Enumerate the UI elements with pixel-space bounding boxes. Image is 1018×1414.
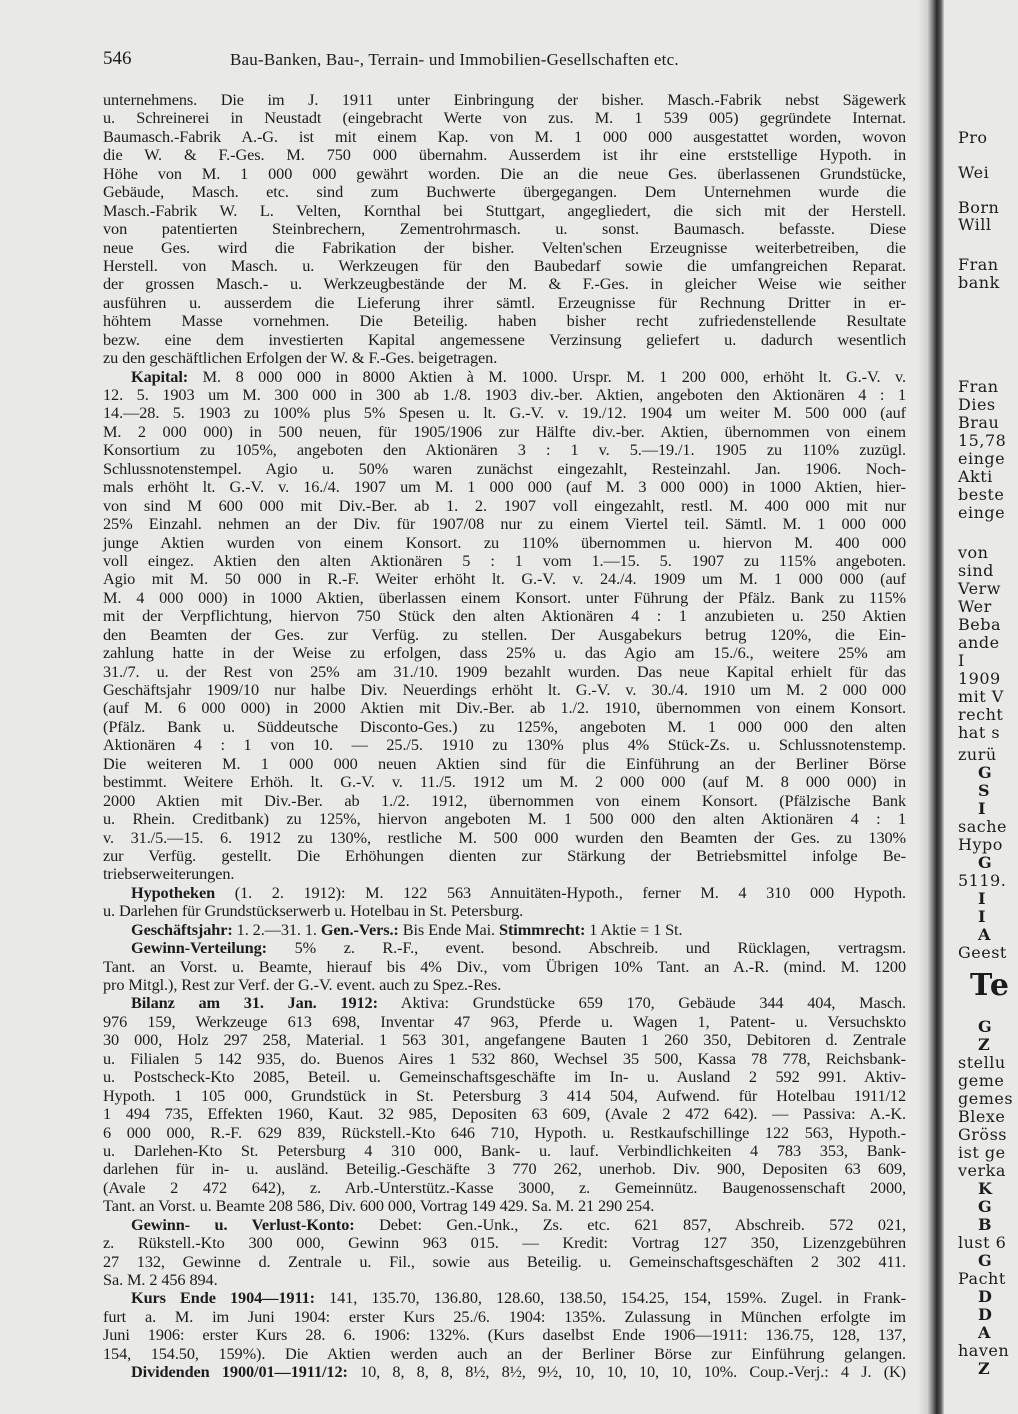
text-line (103, 165, 906, 183)
fragment-text: D (978, 1287, 993, 1306)
section-label: Gewinn-Verteilung: (131, 938, 267, 958)
facing-page-fragment (958, 0, 1018, 1414)
text-run: Geschäftsjahr 1909/10 nur halbe Div. Neuerdings erhöht lt. G.-V. v. 30./4. 1910 um M. 2 000 000 (103, 680, 906, 699)
text-line (103, 109, 906, 127)
text-line (103, 958, 906, 976)
fragment-text: bank (958, 273, 1000, 292)
text-run: 154, 154.50, 159%). Die Aktien werden auch an der Berliner Börse zur Einführung gelangen. (103, 1343, 906, 1363)
text-run: junge Aktien wurden von einem Konsort. zu 110% übernommen u. hiervon M. 400 000 (103, 532, 906, 552)
text-line (103, 1013, 906, 1031)
text-run: Hypoth. 1 105 000, Grundstück in St. Petersburg 3 414 504, Aufwend. für Hotelbau 1911/12 (103, 1085, 906, 1105)
fragment-text: stellu (958, 1053, 1006, 1072)
text-line (103, 441, 906, 459)
fragment-text: S (978, 781, 991, 800)
text-run: Schlussnotenstempel. Agio u. 50% waren zunächst eingezahlt, Resteinzahl. Jan. 1906. Noch- (103, 458, 906, 478)
fragment-text: sind (958, 561, 994, 580)
text-run: z. Rükstell.-Kto 300 000, Gewinn 963 015. — Kredit: Vortrag 127 350, Lizenzgebühren (103, 1233, 906, 1253)
fragment-text: Pro (958, 128, 988, 147)
fragment-text: Born (958, 198, 1000, 217)
text-line (103, 239, 906, 257)
text-run: mit der Verpflichtung, hiervon 750 Stück den alten Aktionären 4 : 1 anzubieten u. 250 Aktien (103, 606, 906, 626)
fragment-text: Pacht (958, 1269, 1006, 1288)
text-line (103, 644, 906, 662)
fragment-text: gemes (958, 1089, 1014, 1108)
fragment-text: sache (958, 817, 1007, 836)
text-line (103, 423, 906, 441)
text-run: 6 000 000, R.-F. 629 839, Rückstell.-Kto 646 710, Hypoth. u. Restkaufschillinge 122 563, Hypoth.- (103, 1122, 906, 1142)
fragment-text: einge (958, 449, 1006, 468)
text-run: den Beamten der Ges. zur Verfüg. zu stellen. Der Ausgabekurs betrug 120%, die Ein- (103, 624, 906, 644)
text-line (103, 534, 906, 552)
paragraph-heading-line (103, 368, 906, 386)
text-line (103, 1308, 906, 1326)
section-label: Gewinn- u. Verlust-Konto: (131, 1214, 355, 1234)
text-run: u. Filialen 5 142 935, do. Buenos Aires 1 532 860, Wechsel 35 500, Kassa 78 778, Reichsbank- (103, 1048, 906, 1068)
fragment-text: Brau (958, 413, 1000, 432)
paragraph-heading-line (103, 994, 906, 1012)
fragment-text: 15,78 (958, 431, 1007, 450)
fragment-text: von (958, 543, 989, 562)
text-line (103, 331, 906, 349)
text-run: 1 494 735, Effekten 1960, Kaut. 32 985, Depositen 63 609, (Avale 2 472 642). — Passiva: A.-K. (103, 1104, 906, 1124)
text-run: voll eingez. Aktien den alten Aktionären 5 : 1 vom 1.—15. 5. 1907 zu 115% angeboten. (103, 550, 906, 570)
fragment-text: ande (958, 633, 1000, 652)
text-line (103, 847, 906, 865)
section-label: Kapital: (131, 366, 189, 386)
text-line (103, 663, 906, 681)
fragment-text: G (978, 1197, 993, 1216)
text-run: neue Ges. wird die Fabrikation der bisher. Velten'schen Erzeugnisse weiterbetreiben, die (103, 237, 906, 257)
text-line (103, 294, 906, 312)
fragment-text: Wei (958, 163, 990, 182)
text-run: die W. & F.-Ges. M. 750 000 übernahm. Ausserdem ist ihr eine erststellige Hypoth. in (103, 145, 906, 165)
text-run: Tant. an Vorst. u. Beamte 208 586, Div. 600 000, Vortrag 149 429. Sa. M. 21 290 254. (103, 1196, 655, 1216)
fragment-text: Beba (958, 615, 1002, 634)
text-run: 1 Aktie = 1 St. (585, 919, 683, 939)
text-line (103, 1326, 906, 1344)
text-run: 1. 2.—31. 1. (232, 919, 321, 939)
text-run: der grossen Masch.- u. Werkzeugbestände der M. & F.-Ges. in gleicher Weise wie seither (103, 274, 906, 294)
text-run: v. 31./5.—15. 6. 1912 zu 130%, restliche M. 500 000 wurden den Beamten der Ges. zu 130% (103, 827, 906, 847)
text-line (103, 976, 906, 994)
fragment-text: Fran (958, 255, 999, 274)
text-run: (Avale 2 472 642), z. Arb.-Unterstütz.-Kasse 3000, z. Gemeinnütz. Baugenossenschaft 2000, (103, 1177, 906, 1197)
section-label: Dividenden 1900/01—1911/12: (131, 1362, 348, 1382)
text-run: M. 8 000 000 in 8000 Aktien à M. 1000. Urspr. M. 1 200 000, erhöht lt. G.-V. v. (188, 366, 906, 386)
fragment-text: Hypo (958, 835, 1003, 854)
text-run: bezw. eine dem investierten Kapital angemessene Verzinsung geliefert u. dadurch wesentlich (103, 329, 906, 349)
main-text-column (103, 91, 906, 1382)
text-line (103, 773, 906, 791)
fragment-text: Te (970, 968, 1010, 1003)
text-line (103, 1087, 906, 1105)
text-run: von patentierten Steinbrechern, Zementrohrmasch. u. sonst. Baumasch. befasste. Diese (103, 219, 906, 239)
text-run: 141, 135.70, 136.80, 128.60, 138.50, 154.25, 154, 159%. Zugel. in Frank- (314, 1288, 906, 1308)
fragment-text: Gröss (958, 1125, 1007, 1144)
fragment-text: Dies (958, 395, 996, 414)
fragment-text: verka (958, 1161, 1006, 1180)
text-run: (auf M. 6 000 000) in 2000 Aktien mit Div.-Ber. ab 1./2. 1910, übernommen von einem Konsort. (103, 698, 906, 718)
paragraph-heading-line (103, 1363, 906, 1381)
text-run: u. Rhein. Creditbank) zu 125%, hiervon angeboten M. 1 500 000 den alten Aktionären 4 : 1 (103, 809, 906, 829)
text-line (103, 404, 906, 422)
text-run: Baumasch.-Fabrik A.-G. ist mit einem Kap. von M. 1 000 000 ausgestattet worden, wovon (103, 126, 906, 146)
text-run: ausführen u. ausserdem die Lieferung ihrer sämtl. Erzeugnisse für Rechnung Dritter in er- (103, 292, 906, 312)
text-run: Juni 1906: erster Kurs 28. 6. 1906: 132%. (Kurs daselbst Ende 1906—1911: 136.75, 128, 137, (103, 1325, 906, 1345)
text-run: Höhe von M. 1 000 000 gewährt worden. Die an die neue Ges. überlassenen Grundstücke, (103, 163, 906, 183)
text-line (103, 1105, 906, 1123)
text-line (103, 902, 906, 920)
text-line (103, 202, 906, 220)
text-line (103, 865, 906, 883)
text-run: Bis Ende Mai. (398, 919, 499, 939)
text-run: triebserweiterungen. (103, 864, 235, 884)
text-line (103, 626, 906, 644)
text-run: u. Darlehen-Kto St. Petersburg 4 310 000, Bank- u. lauf. Verbindlichkeiten 4 783 353, Bank- (103, 1140, 906, 1160)
text-run: unternehmens. Die im J. 1911 unter Einbringung der bisher. Masch.-Fabrik nebst Sägewerk (103, 90, 906, 109)
text-run: M. 4 000 000) in 1000 Aktien, überlassen einem Konsort. unter Führung der Pfälz. Bank zu 115% (103, 587, 906, 607)
text-line (103, 349, 906, 367)
text-run: bestimmt. Weitere Erhöh. lt. G.-V. v. 11./5. 1912 um M. 2 000 000 (auf M. 8 000 000) in (103, 772, 906, 792)
text-line (103, 183, 906, 201)
text-run: darlehen für in- u. ausländ. Beteilig.-Geschäfte 3 770 262, unerhob. Div. 900, Depositen 63 609, (103, 1159, 906, 1179)
text-run: Aktionären 4 : 1 von 10. — 25./5. 1910 zu 130% plus 4% Stück-Zs. u. Schlussnotenstemp. (103, 735, 906, 755)
fragment-text: geme (958, 1071, 1005, 1090)
text-line (103, 460, 906, 478)
text-run: Aktiva: Grundstücke 659 170, Gebäude 344 404, Masch. (377, 993, 907, 1013)
text-line (103, 1271, 906, 1289)
text-line (103, 1031, 906, 1049)
running-head: Bau-Banken, Bau-, Terrain- und Immobilien-Gesellschaften etc. (230, 50, 679, 69)
text-line (103, 478, 906, 496)
fragment-text: I (978, 889, 986, 908)
fragment-text: Z (978, 1359, 991, 1378)
fragment-text: Will (958, 215, 992, 234)
text-run: von sind M 600 000 mit Div.-Ber. ab 1. 2. 1907 voll eingezahlt, restl. M. 400 000 mit nur (103, 495, 906, 515)
text-run: M. 2 000 000) in 500 neuen, für 1905/1906 zur Hälfte div.-ber. Aktien, übernommen von einem (103, 421, 906, 441)
fragment-text: 5119. (958, 871, 1007, 890)
text-line (103, 386, 906, 404)
text-run: Die weiteren M. 1 000 000 neuen Aktien sind für die Einführung an der Berliner Börse (103, 753, 906, 773)
text-line (103, 810, 906, 828)
text-line (103, 736, 906, 754)
text-line (103, 1234, 906, 1252)
text-line (103, 275, 906, 293)
text-run: u. Postscheck-Kto 2085, Beteil. u. Gemeinschaftsgeschäfte im In- u. Ausland 2 592 991. Aktiv- (103, 1067, 906, 1087)
text-run: 30 000, Holz 297 258, Material. 1 563 301, angefangene Bauten 1 260 350, Debitoren d. Zentrale (103, 1030, 906, 1050)
paragraph-heading-line (103, 1216, 906, 1234)
text-line (103, 497, 906, 515)
text-run: Agio mit M. 50 000 in R.-F. Weiter erhöht lt. G.-V. v. 24./4. 1909 um M. 1 000 000 (auf (103, 569, 906, 589)
fragment-text: Z (978, 1035, 991, 1054)
fragment-text: G (978, 853, 993, 872)
text-run: mals erhöht lt. G.-V. v. 16./4. 1907 um M. 1 000 000 (auf M. 3 000 000) in 1000 Aktien, hier- (103, 477, 906, 497)
text-line (103, 257, 906, 275)
fragment-text: G (978, 763, 993, 782)
text-line (103, 699, 906, 717)
text-run: zur Verfüg. gestellt. Die Erhöhungen dienten zur Stärkung der Betriebsmittel infolge Be- (103, 845, 906, 865)
fragment-text: lust 6 (958, 1233, 1007, 1252)
page-header (103, 48, 903, 72)
text-run: zahlung hatte in der Weise zu erfolgen, dass 25% u. das Agio am 15./6., weitere 25% am (103, 643, 906, 663)
text-run: 31./7. u. der Rest von 25% am 31./10. 1909 bezahlt wurden. Das neue Kapital erhielt für das (103, 661, 906, 681)
fragment-text: ist ge (958, 1143, 1006, 1162)
text-line (103, 1068, 906, 1086)
fragment-text: hat s (958, 723, 1001, 742)
text-line (103, 589, 906, 607)
fragment-text: einge (958, 503, 1006, 522)
text-line (103, 829, 906, 847)
fragment-text: Akti (958, 467, 993, 486)
section-label: Kurs Ende 1904—1911: (131, 1288, 315, 1308)
text-line (103, 681, 906, 699)
text-run: furt a. M. im Juni 1904: erster Kurs 25./6. 1904: 135%. Zulassung in München erfolgte im (103, 1306, 906, 1326)
text-run: Gebäude, Masch. etc. sind zum Buchwerte übergegangen. Dem Unternehmen wurde die (103, 182, 906, 202)
text-run: Masch.-Fabrik W. L. Velten, Kornthal bei Stuttgart, angegliedert, die sich mit der Herstell. (103, 200, 906, 220)
fragment-text: D (978, 1305, 993, 1324)
section-label: Gen.-Vers.: (320, 919, 399, 939)
paragraph-heading-line (103, 921, 906, 939)
text-run: u. Schreinerei in Neustadt (eingebracht Werte von zus. M. 1 539 005) gegründete Internat. (103, 108, 906, 128)
text-run: 976 159, Werkzeuge 613 698, Inventar 47 963, Pferde u. Wagen 1, Patent- u. Versuchskto (103, 1011, 906, 1031)
text-run: 27 132, Gewinne d. Zentrale u. Fil., sowie aus Beteilig. u. Gemeinschaftsgeschäften 2 302 411. (103, 1251, 906, 1271)
text-line (103, 792, 906, 810)
fragment-text: recht (958, 705, 1004, 724)
paragraph-heading-line (103, 1289, 906, 1307)
text-line (103, 1142, 906, 1160)
fragment-text: 1909 (958, 669, 1001, 688)
text-run: zu den geschäftlichen Erfolgen der W. & F.-Ges. beigetragen. (103, 348, 498, 368)
fragment-text: B (978, 1215, 993, 1234)
text-run: Konsortium zu 105%, angeboten den Aktionären 3 : 1 v. 5.—19./1. 1905 zu 110% zuzügl. (103, 440, 906, 460)
text-line (103, 607, 906, 625)
fragment-text: zurü (958, 745, 997, 764)
section-label: Geschäftsjahr: (131, 919, 233, 939)
section-label: Hypotheken (131, 882, 216, 902)
fragment-text: G (978, 1251, 993, 1270)
text-line (103, 570, 906, 588)
fragment-text: A (978, 1323, 991, 1342)
fragment-text: I (958, 651, 965, 670)
fragment-text: I (978, 907, 986, 926)
text-line (103, 1160, 906, 1178)
fragment-text: Fran (958, 377, 999, 396)
paragraph-heading-line (103, 884, 906, 902)
paragraph-heading-line (103, 939, 906, 957)
text-run: (Pfälz. Bank u. Süddeutsche Disconto-Ges.) zu 125%, angeboten M. 1 000 000 den alten (103, 716, 906, 736)
fragment-text: I (978, 799, 986, 818)
text-line (103, 1179, 906, 1197)
text-run: 5% z. R.-F., event. besond. Abschreib. und Rücklagen, vertragsm. (267, 938, 906, 958)
page-gutter-shadow (918, 0, 928, 1414)
text-line (103, 1124, 906, 1142)
text-line (103, 1197, 906, 1215)
fragment-text: A (978, 925, 991, 944)
text-line (103, 515, 906, 533)
fragment-text: Wer (958, 597, 992, 616)
text-run: Debet: Gen.-Unk., Zs. etc. 621 857, Abschreib. 572 021, (354, 1214, 906, 1234)
text-run: 12. 5. 1903 um M. 300 000 in 300 ab 1./8. 1903 div.-ber. Aktien, angeboten den Aktionären 4 : 1 (103, 385, 906, 404)
text-line (103, 755, 906, 773)
text-run: höhtem Masse vornehmen. Die Beteilig. haben bisher recht zufriedenstellende Resultate (103, 311, 906, 331)
text-run: pro Mitgl.), Rest zur Verf. der G.-V. event. auch zu Spez.-Res. (103, 975, 502, 994)
text-line (103, 552, 906, 570)
text-run: Tant. an Vorst. u. Beamte, hierauf bis 4% Div., vom Übrigen 10% Tant. an A.-R. (mind. M. 1200 (103, 956, 906, 976)
text-run: 2000 Aktien mit Div.-Ber. ab 1./2. 1912, übernommen von einem Konsort. (Pfälzische Bank (103, 790, 906, 810)
text-line (103, 312, 906, 330)
text-line (103, 146, 906, 164)
fragment-text: Blexe (958, 1107, 1006, 1126)
text-line (103, 128, 906, 146)
text-run: Herstell. von Masch. u. Werkzeugen für den Baubedarf sowie die umfangreichen Reparat. (103, 255, 906, 275)
book-spine-gutter (928, 0, 944, 1414)
text-run: 14.—28. 5. 1903 zu 100% plus 5% Spesen u. lt. G.-V. v. 19./12. 1904 um weiter M. 500 000 (auf (103, 403, 906, 423)
fragment-text: K (978, 1179, 993, 1198)
text-run: Sa. M. 2 456 894. (103, 1270, 218, 1289)
fragment-text: mit V (958, 687, 1004, 706)
fragment-text: Geest (958, 943, 1007, 962)
text-line (103, 1345, 906, 1363)
text-line (103, 91, 906, 109)
text-run: u. Darlehen für Grundstückserwerb u. Hotelbau in St. Petersburg. (103, 901, 524, 921)
text-run: 10, 8, 8, 8, 8½, 8½, 9½, 10, 10, 10, 10, 10%. Coup.-Verj.: 4 J. (K) (347, 1362, 906, 1382)
fragment-text: beste (958, 485, 1005, 504)
page-number: 546 (103, 48, 132, 69)
text-line (103, 718, 906, 736)
section-label: Stimmrecht: (499, 919, 586, 939)
text-run: 25% Einzahl. nehmen an der Div. für 1907/08 nur zu einem Viertel teil. Sämtl. M. 1 000 000 (103, 514, 906, 534)
text-line (103, 220, 906, 238)
text-line (103, 1253, 906, 1271)
section-label: Bilanz am 31. Jan. 1912: (131, 993, 378, 1013)
text-line (103, 1050, 906, 1068)
fragment-text: haven (958, 1341, 1010, 1360)
fragment-text: G (978, 1017, 993, 1036)
fragment-text: Verw (958, 579, 1001, 598)
text-run: (1. 2. 1912): M. 122 563 Annuitäten-Hypoth., ferner M. 4 310 000 Hypoth. (215, 882, 906, 902)
